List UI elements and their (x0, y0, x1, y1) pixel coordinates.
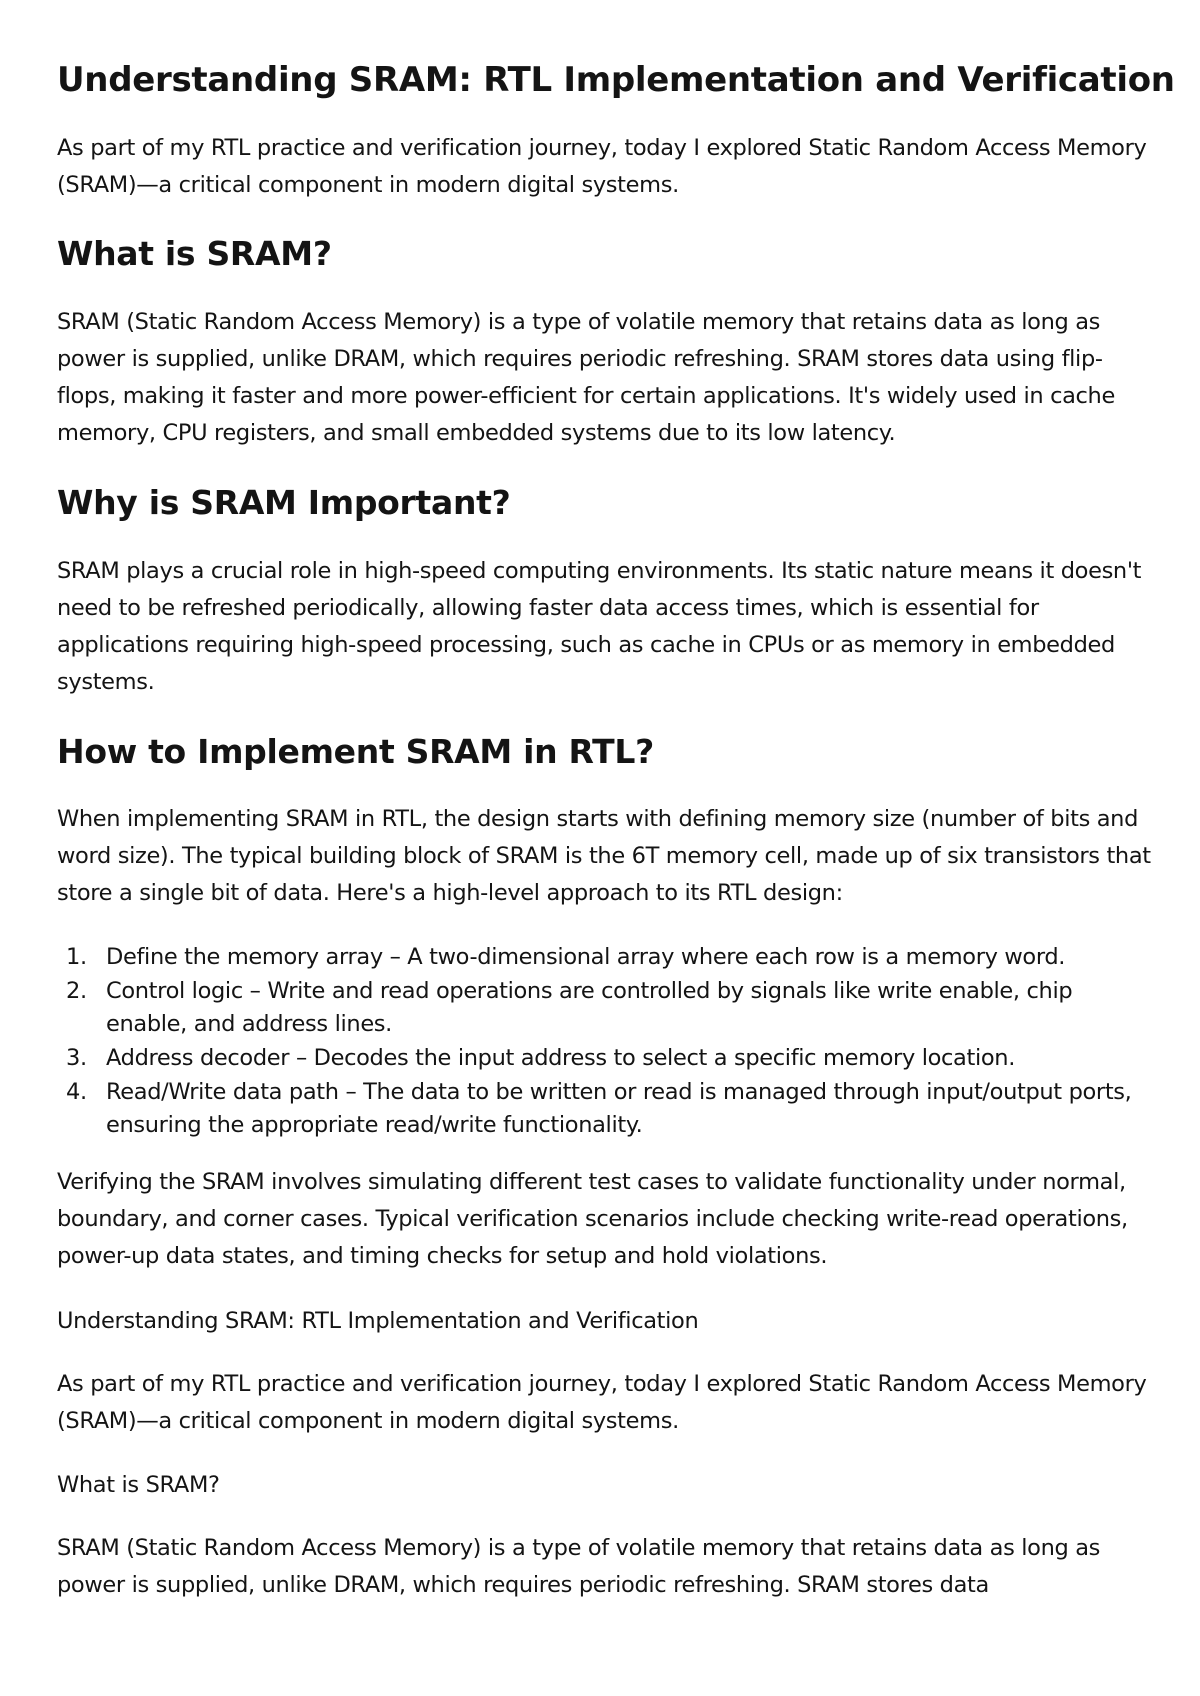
implementation-steps-list (57, 941, 1147, 1143)
section-body-what-is-sram: SRAM (Static Random Access Memory) is a type of volatile memory that retains data as long as power is supplied, unlike DRAM, which requires periodic refreshing. SRAM stores data using flip-flops, making it faster and more power-efficient for certain applications. It's widely used in cache memory, CPU registers, and small embedded systems due to its low latency. (57, 309, 1115, 446)
list-item (57, 941, 1147, 974)
section-heading-why-important: Why is SRAM Important? (57, 483, 511, 522)
repeated-body-fragment: SRAM (Static Random Access Memory) is a type of volatile memory that retains data as long as power is supplied, unlike DRAM, which requires periodic refreshing. SRAM stores data (57, 1535, 1101, 1598)
verification-paragraph: Verifying the SRAM involves simulating different test cases to validate functionality under normal, boundary, and corner cases. Typical verification scenarios include checking write-read operations, power-up data states, and timing checks for setup and hold violations. (57, 1169, 1128, 1269)
list-item (57, 1076, 1147, 1142)
repeated-heading: What is SRAM? (57, 1472, 220, 1498)
list-item-number: 4. (66, 1079, 87, 1105)
section-body-how-to-implement: When implementing SRAM in RTL, the design starts with defining memory size (number of bits and word size). The typical building block of SRAM is the 6T memory cell, made up of six transistors that store a single bit of data. Here's a high-level approach to its RTL design: (57, 806, 1151, 906)
list-item-number: 1. (66, 944, 87, 970)
list-item-number: 2. (66, 978, 87, 1004)
list-item (57, 1042, 1147, 1075)
page-title: Understanding SRAM: RTL Implementation and Verification (57, 60, 1175, 100)
section-heading-what-is-sram: What is SRAM? (57, 234, 332, 273)
list-item-text: Read/Write data path – The data to be written or read is managed through input/output ports, ensuring the appropriate read/write functionality. (106, 1079, 1132, 1138)
repeated-title: Understanding SRAM: RTL Implementation and Verification (57, 1308, 699, 1334)
section-body-why-important: SRAM plays a crucial role in high-speed computing environments. Its static nature means it doesn't need to be refreshed periodically, allowing faster data access times, which is essential for applications requiring high-speed processing, such as cache in CPUs or as memory in embedded systems. (57, 558, 1142, 695)
list-item (57, 975, 1147, 1041)
list-item-text: Control logic – Write and read operations are controlled by signals like write enable, chip enable, and address lines. (106, 978, 1073, 1037)
repeated-intro: As part of my RTL practice and verification journey, today I explored Static Random Access Memory (SRAM)—a critical component in modern digital systems. (57, 1371, 1147, 1434)
list-item-number: 3. (66, 1045, 87, 1071)
intro-paragraph: As part of my RTL practice and verification journey, today I explored Static Random Access Memory (SRAM)—a critical component in modern digital systems. (57, 135, 1147, 198)
list-item-text: Define the memory array – A two-dimensional array where each row is a memory word. (106, 944, 1066, 970)
list-item-text: Address decoder – Decodes the input address to select a specific memory location. (106, 1045, 1015, 1071)
section-heading-how-to-implement: How to Implement SRAM in RTL? (57, 732, 654, 771)
